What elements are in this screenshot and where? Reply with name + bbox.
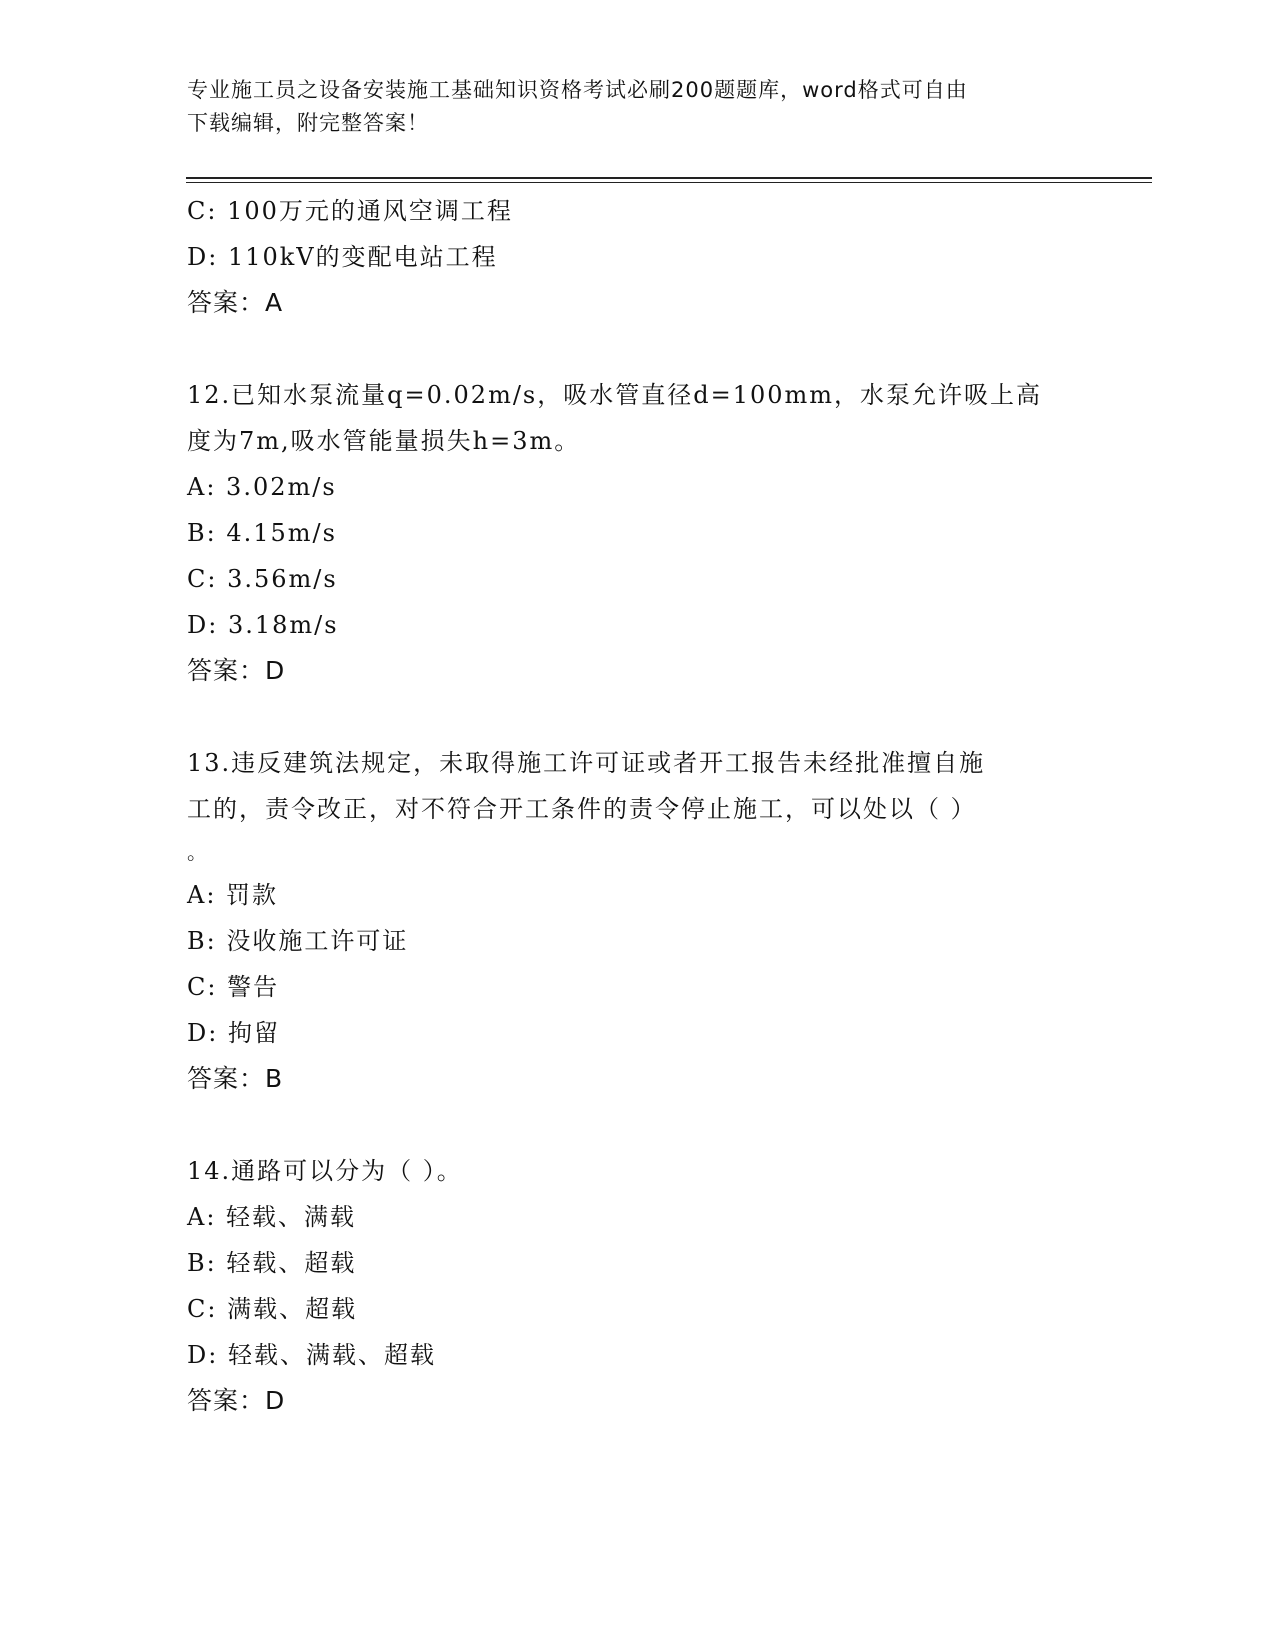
question-14 — [187, 1148, 1087, 1424]
header-divider-thin — [186, 182, 1152, 183]
option-d: D: 拘留 — [187, 1019, 280, 1047]
header-title-line-2: 下载编辑，附完整答案！ — [187, 111, 429, 135]
question-spacer — [187, 326, 1087, 372]
option-c: C: 100万元的通风空调工程 — [187, 197, 513, 225]
option-c: C: 3.56m/s — [187, 565, 338, 593]
question-11-continued — [187, 188, 1087, 326]
option-d: D: 轻载、满载、超载 — [187, 1341, 436, 1369]
question-stem-line: 工的，责令改正，对不符合开工条件的责令停止施工，可以处以（ ） — [187, 795, 977, 823]
option-b: B: 轻载、超载 — [187, 1249, 357, 1277]
option-a: A: 罚款 — [187, 881, 279, 909]
option-b: B: 没收施工许可证 — [187, 927, 409, 955]
question-13 — [187, 740, 1087, 1102]
option-c: C: 警告 — [187, 973, 280, 1001]
option-d: D: 3.18m/s — [187, 611, 339, 639]
question-stem-line: 度为7m,吸水管能量损失h=3m。 — [187, 427, 581, 455]
question-stem-line: 13.违反建筑法规定，未取得施工许可证或者开工报告未经批准擅自施 — [187, 749, 986, 777]
page-header — [187, 74, 1067, 140]
option-a: A: 3.02m/s — [187, 473, 337, 501]
answer-line: 答案：D — [187, 1386, 286, 1415]
question-spacer — [187, 1102, 1087, 1148]
question-stem-line: 。 — [187, 840, 209, 864]
option-a: A: 轻载、满载 — [187, 1203, 357, 1231]
header-title-line-1: 专业施工员之设备安装施工基础知识资格考试必刷200题题库，word格式可自由 — [187, 78, 968, 102]
answer-line: 答案：D — [187, 656, 286, 685]
header-divider-thick — [186, 177, 1152, 179]
option-d: D: 110kV的变配电站工程 — [187, 243, 498, 271]
question-content — [187, 188, 1087, 1424]
question-spacer — [187, 694, 1087, 740]
option-b: B: 4.15m/s — [187, 519, 337, 547]
answer-line: 答案：A — [187, 288, 284, 317]
answer-line: 答案：B — [187, 1064, 284, 1093]
question-12 — [187, 372, 1087, 694]
option-c: C: 满载、超载 — [187, 1295, 358, 1323]
question-stem-line: 14.通路可以分为（ ）。 — [187, 1157, 463, 1185]
question-stem-line: 12.已知水泵流量q=0.02m/s，吸水管直径d=100mm，水泵允许吸上高 — [187, 381, 1043, 409]
